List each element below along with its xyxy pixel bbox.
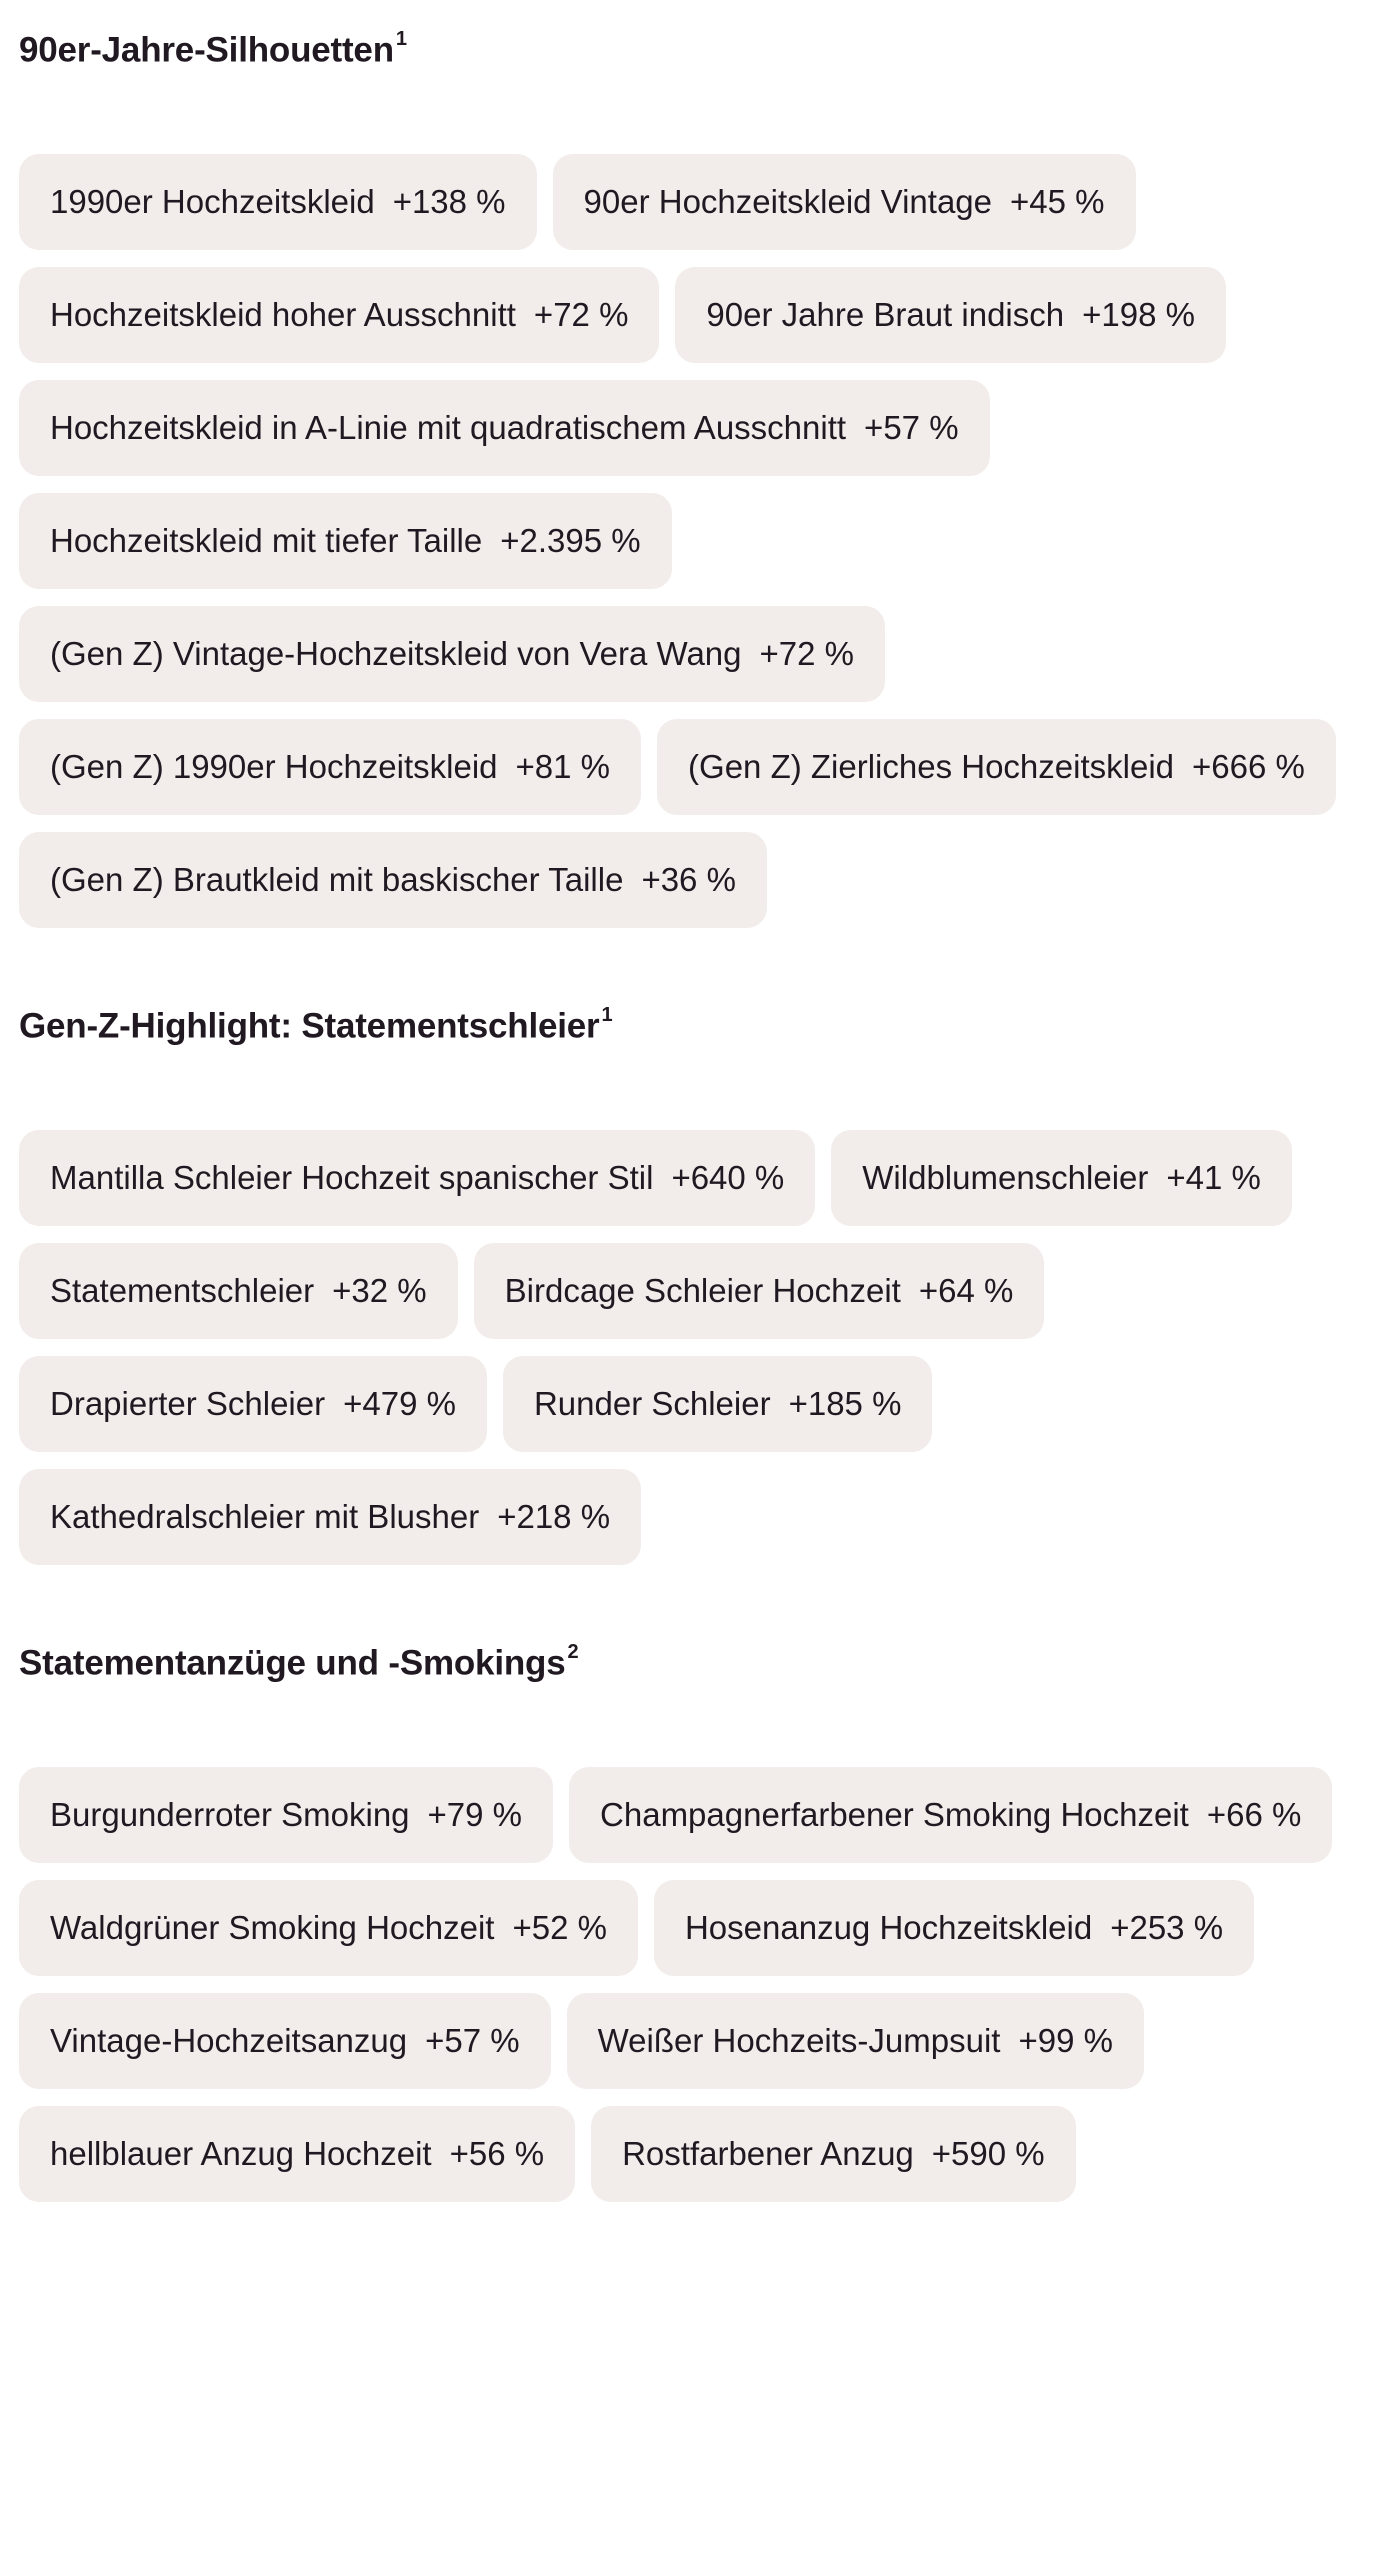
chip-value: +479 %: [343, 1385, 456, 1422]
chip-value: +198 %: [1082, 296, 1195, 333]
chip-value: +81 %: [515, 748, 611, 785]
chip-label: Rostfarbener Anzug: [622, 2135, 914, 2172]
footnote-marker: 1: [395, 28, 407, 50]
chip-label: Birdcage Schleier Hochzeit: [504, 1272, 901, 1309]
section-statement-suits: [19, 1632, 1379, 2202]
chip-group: [19, 1767, 1379, 2202]
section-title: Statementanzüge und -Smokings $^2$: [19, 1641, 579, 1683]
trend-chip[interactable]: [474, 1243, 1045, 1339]
chip-label: 90er Jahre Braut indisch: [706, 296, 1065, 333]
chip-label: Champagnerfarbener Smoking Hochzeit: [600, 1796, 1189, 1833]
trend-chip[interactable]: [19, 1767, 553, 1863]
trend-chip[interactable]: [19, 1993, 551, 2089]
chip-label: hellblauer Anzug Hochzeit: [50, 2135, 432, 2172]
chip-label: Vintage-Hochzeitsanzug: [50, 2022, 408, 2059]
chip-value: +56 %: [449, 2135, 545, 2172]
chip-label: Hochzeitskleid in A-Linie mit quadratischem Ausschnitt: [50, 409, 847, 446]
trend-chip[interactable]: [654, 1880, 1254, 1976]
chip-label: Waldgrüner Smoking Hochzeit: [50, 1909, 495, 1946]
trend-chip[interactable]: [19, 2106, 575, 2202]
chip-label: Mantilla Schleier Hochzeit spanischer Stil: [50, 1159, 654, 1196]
section-title: Gen-Z-Highlight: Statementschleier $^1$: [19, 1004, 613, 1046]
trend-list: [19, 0, 1379, 2202]
trend-chip[interactable]: [553, 154, 1136, 250]
chip-value: +253 %: [1110, 1909, 1224, 1946]
chip-label: 1990er Hochzeitskleid: [50, 183, 375, 220]
footnote-marker: 1: [601, 1004, 613, 1026]
chip-value: +45 %: [1010, 183, 1105, 220]
chip-label: (Gen Z) 1990er Hochzeitskleid: [50, 748, 498, 785]
chip-label: 90er Hochzeitskleid Vintage: [583, 183, 993, 220]
trend-chip[interactable]: [19, 154, 537, 250]
chip-label: Wildblumenschleier: [862, 1159, 1149, 1196]
chip-value: +590 %: [931, 2135, 1045, 2172]
chip-value: +36 %: [641, 861, 736, 898]
trend-chip[interactable]: [19, 1243, 458, 1339]
trend-chip[interactable]: [19, 719, 641, 815]
chip-label: Weißer Hochzeits-Jumpsuit: [597, 2022, 1001, 2059]
chip-value: +666 %: [1192, 748, 1305, 785]
chip-value: +218 %: [497, 1498, 611, 1535]
trend-chip[interactable]: [657, 719, 1336, 815]
footnote-marker: 2: [567, 1641, 579, 1663]
trend-chip[interactable]: [831, 1130, 1292, 1226]
chip-label: (Gen Z) Brautkleid mit baskischer Taille: [50, 861, 624, 898]
chip-value: +185 %: [788, 1385, 902, 1422]
trend-chip[interactable]: [19, 1880, 638, 1976]
chip-label: Drapierter Schleier: [50, 1385, 326, 1422]
chip-label: Burgunderroter Smoking: [50, 1796, 410, 1833]
trend-chip[interactable]: [503, 1356, 932, 1452]
chip-value: +57 %: [864, 409, 959, 446]
trend-chip[interactable]: [19, 380, 990, 476]
trend-chip[interactable]: [19, 606, 885, 702]
trend-chip[interactable]: [19, 493, 672, 589]
trend-chip[interactable]: [19, 267, 659, 363]
chip-label: Runder Schleier: [533, 1385, 771, 1422]
section-90s-silhouettes: [19, 19, 1379, 928]
trend-chip[interactable]: [569, 1767, 1332, 1863]
trend-chip[interactable]: [675, 267, 1226, 363]
chip-value: +52 %: [512, 1909, 607, 1946]
chip-label: (Gen Z) Zierliches Hochzeitskleid: [688, 748, 1175, 785]
trend-chip[interactable]: [19, 1469, 641, 1565]
chip-value: +138 %: [392, 183, 506, 220]
chip-value: +66 %: [1206, 1796, 1302, 1833]
chip-label: Hochzeitskleid hoher Ausschnitt: [50, 296, 516, 333]
chip-value: +64 %: [918, 1272, 1014, 1309]
chip-label: Kathedralschleier mit Blusher: [50, 1498, 480, 1535]
chip-value: +640 %: [671, 1159, 785, 1196]
chip-value: +99 %: [1018, 2022, 1113, 2059]
chip-value: +32 %: [332, 1272, 427, 1309]
chip-value: +57 %: [425, 2022, 520, 2059]
chip-value: +41 %: [1166, 1159, 1261, 1196]
chip-value: +72 %: [533, 296, 629, 333]
section-statement-veils: [19, 995, 1379, 1565]
chip-label: Hosenanzug Hochzeitskleid: [684, 1909, 1093, 1946]
chip-label: (Gen Z) Vintage-Hochzeitskleid von Vera Wang: [50, 635, 742, 672]
trend-chip[interactable]: [19, 832, 767, 928]
trend-chip[interactable]: [19, 1356, 487, 1452]
chip-group: [19, 154, 1379, 928]
chip-group: [19, 1130, 1379, 1565]
chip-label: Statementschleier: [50, 1272, 315, 1309]
chip-value: +72 %: [759, 635, 855, 672]
trend-chip[interactable]: [567, 1993, 1144, 2089]
chip-label: Hochzeitskleid mit tiefer Taille: [50, 522, 483, 559]
section-title: 90er-Jahre-Silhouetten $^1$: [19, 28, 407, 70]
trend-chip[interactable]: [19, 1130, 815, 1226]
chip-value: +2.395 %: [500, 522, 641, 559]
trend-chip[interactable]: [591, 2106, 1076, 2202]
chip-value: +79 %: [427, 1796, 523, 1833]
